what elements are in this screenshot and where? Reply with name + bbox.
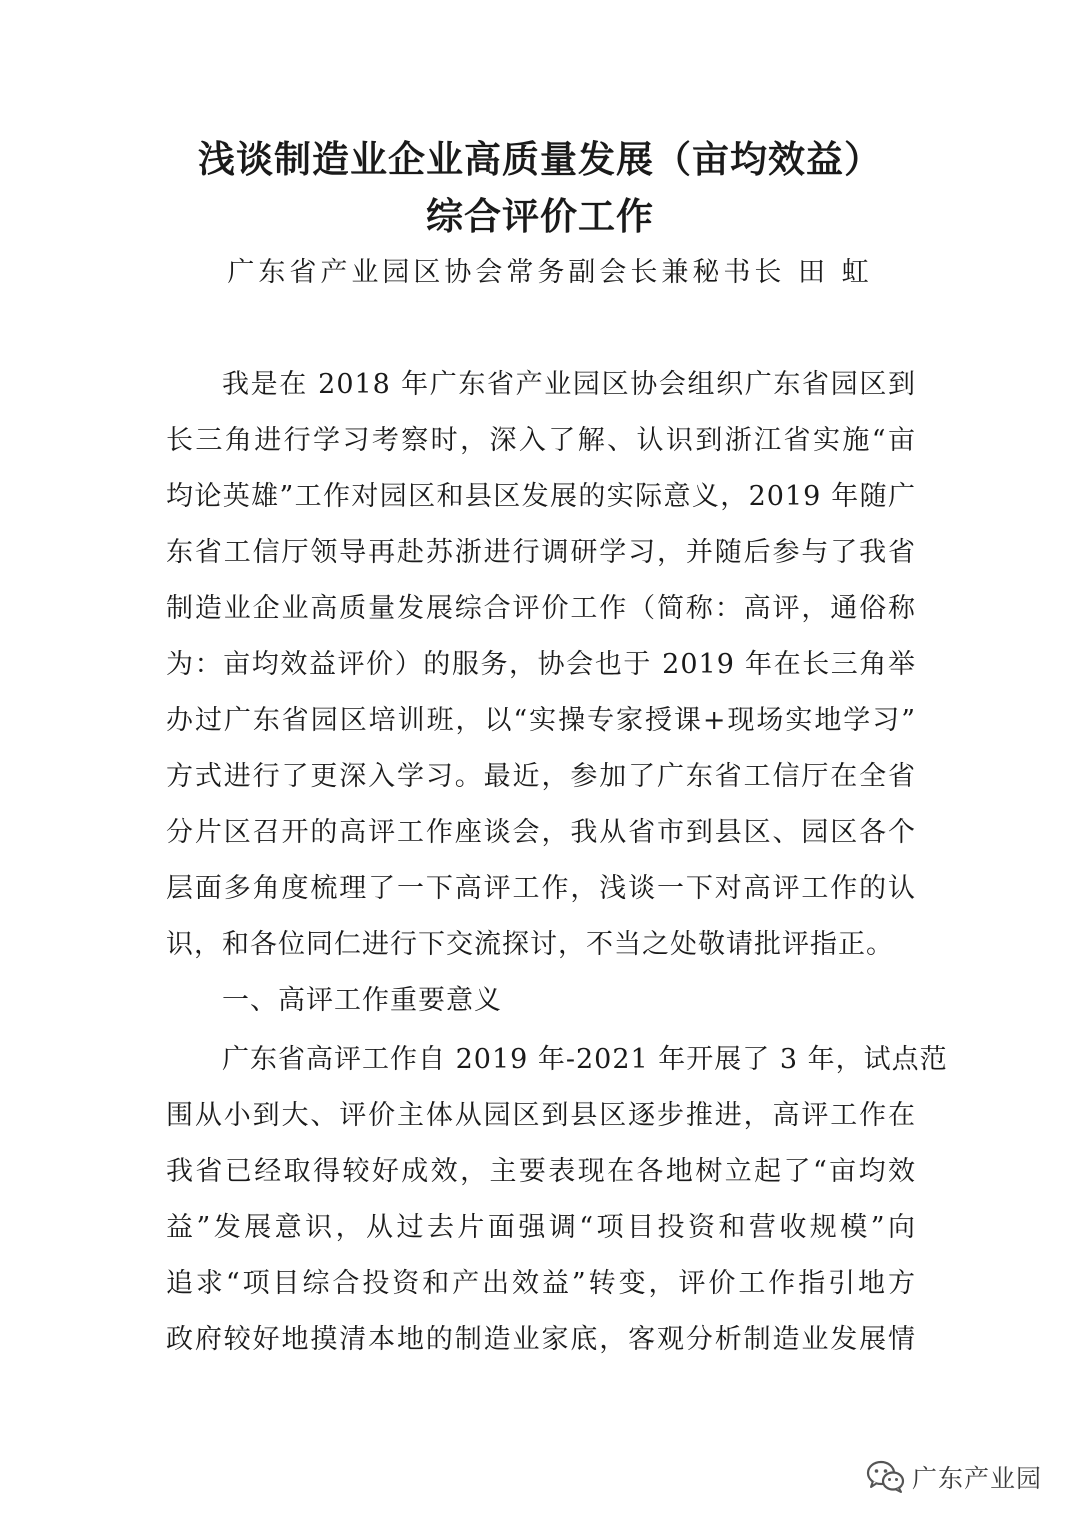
paragraph-1-line: 识，和各位同仁进行下交流探讨，不当之处敬请批评指正。 xyxy=(166,929,894,960)
paragraph-2-line: 追求“项目综合投资和产出效益”转变，评价工作指引地方 xyxy=(166,1268,916,1299)
paragraph-1-line: 办过广东省园区培训班，以“实操专家授课+现场实地学习” xyxy=(166,705,916,736)
paragraph-1-line: 长三角进行学习考察时，深入了解、认识到浙江省实施“亩 xyxy=(166,425,916,456)
wechat-icon xyxy=(866,1460,906,1494)
paragraph-1-line: 均论英雄”工作对园区和县区发展的实际意义，2019 年随广 xyxy=(166,481,916,512)
watermark-text: 广东产业园 xyxy=(912,1464,1043,1493)
paragraph-2-line: 政府较好地摸清本地的制造业家底，客观分析制造业发展情 xyxy=(166,1324,916,1355)
paragraph-1-line: 为：亩均效益评价）的服务，协会也于 2019 年在长三角举 xyxy=(166,649,916,680)
article-title-line-1: 浅谈制造业企业高质量发展（亩均效益） xyxy=(198,138,882,181)
paragraph-1-line: 分片区召开的高评工作座谈会，我从省市到县区、园区各个 xyxy=(166,817,916,848)
author-byline: 广东省产业园区协会常务副会长兼秘书长 田 虹 xyxy=(227,257,873,288)
article-title-line-2: 综合评价工作 xyxy=(426,195,654,238)
paragraph-2-line: 我省已经取得较好成效，主要表现在各地树立起了“亩均效 xyxy=(166,1156,916,1187)
paragraph-1-line: 层面多角度梳理了一下高评工作，浅谈一下对高评工作的认 xyxy=(166,873,916,904)
paragraph-1-line: 制造业企业高质量发展综合评价工作（简称：高评，通俗称 xyxy=(166,593,916,624)
paragraph-1-line: 我是在 2018 年广东省产业园区协会组织广东省园区到 xyxy=(222,369,916,400)
paragraph-2-line: 广东省高评工作自 2019 年-2021 年开展了 3 年，试点范 xyxy=(222,1044,948,1075)
paragraph-1-line: 方式进行了更深入学习。最近，参加了广东省工信厅在全省 xyxy=(166,761,916,792)
paragraph-2-line: 围从小到大、评价主体从园区到县区逐步推进，高评工作在 xyxy=(166,1100,916,1131)
section-heading: 一、高评工作重要意义 xyxy=(222,985,502,1016)
source-watermark xyxy=(866,1457,1042,1497)
paragraph-2-line: 益”发展意识，从过去片面强调“项目投资和营收规模”向 xyxy=(166,1212,916,1243)
paragraph-1-line: 东省工信厅领导再赴苏浙进行调研学习，并随后参与了我省 xyxy=(166,537,916,568)
